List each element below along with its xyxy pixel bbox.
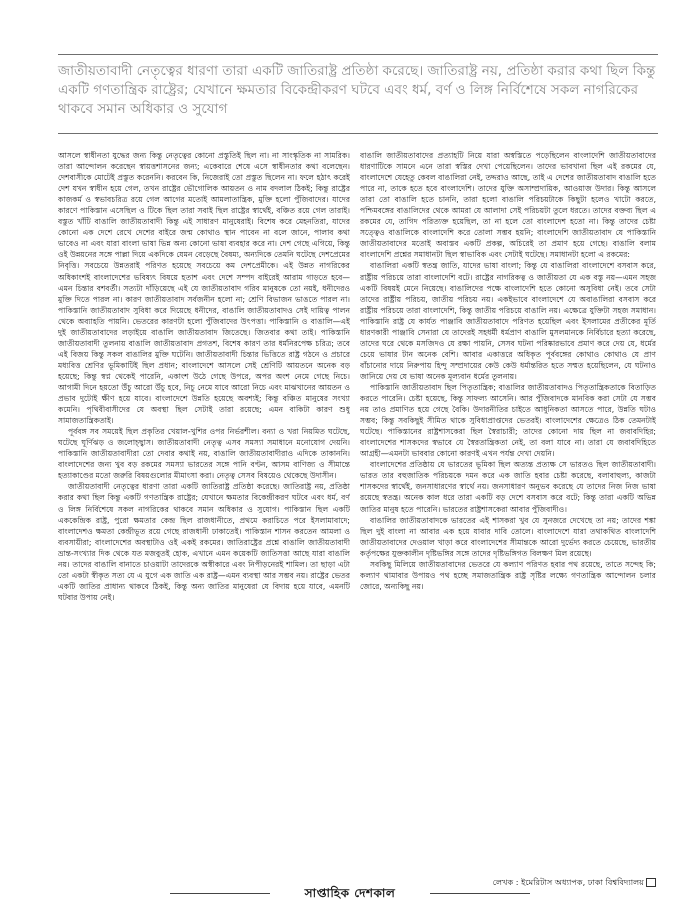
pullquote-top-rule xyxy=(58,54,658,55)
paragraph: বাংলাদেশের প্রতিষ্ঠায় যে ভারতের ভূমিকা ছিল অত্যন্ত প্রত্যক্ষ সে ভারতও ছিল জাতীয়তাবাদী। ভারত তার বহুজাতিক পরিচয়কে দমন করে এক জাতি হবার চেষ্টা করেছে, বলাবাহুল্য, কাজটা শাসকদের স্বার্থেই, জনসাধারণের স্বার্থে নয়। জনসাধারণ অনুভব করেছে যে তাদের নিজ নিজ ভাষা রয়েছে স্বতন্ত্র। অনেক কাল ধরে তারা একটি বড় দেশে বসবাস করে বটে; কিন্তু তারা একটি অভিন্ন জাতির মানুষ হতে পারেনি। ভারতের রাষ্ট্রশাসকেরা আবার পুঁজিবাদীও। xyxy=(360,460,656,514)
paragraph: জাতীয়তাবাদী নেতৃত্বের ধারণা তারা একটি জাতিরাষ্ট্র প্রতিষ্ঠা করেছে। জাতিরাষ্ট্র নয়, প্রতিষ্ঠা করার কথা ছিল কিন্তু একটি গণতান্ত্রিক রাষ্ট্রের; যেখানে ক্ষমতার বিকেন্দ্রীকরণ ঘটবে এবং ধর্ম, বর্ণ ও লিঙ্গ নির্বিশেষে সকল নাগরিকের থাকবে সমান অধিকার ও সুযোগ। পাকিস্তান ছিল একটি এককেন্দ্রিক রাষ্ট্র, পুরো ক্ষমতার কেন্দ্র ছিল রাজধানীতে, প্রথমে করাচিতে পরে ইসলামাবাদে; বাংলাদেশও ক্ষমতা কেন্দ্রীভূত রয়ে গেছে রাজধানী ঢাকাতেই। পাকিস্তান শাসন করতেন আমলা ও ব্যবসায়ীরা; বাংলাদেশের অবস্থাটাও ওই একই রকমের। জাতিরাষ্ট্রের প্রশ্নে বাঙালি জাতীয়তাবাদী ভ্রান্ত-সংখ্যার দিক থেকে যত মজবুতই হোক, এখানে এমন কয়েকটি জাতিসত্তা আছে যারা বাঙালি নয়। তাদের বাঙালি বানাতে চাওয়াটা তাদেরকে অস্বীকারে এবং নিপীড়নেরই শামিল। তা ছাড়া এটা তো একটা স্বীকৃত সত্য যে এ যুগে এক জাতি এক রাষ্ট্র—এমন ব্যবস্থা আর সম্ভব নয়। রাষ্ট্রের ভেতর একটি জাতির প্রাধান্য থাকবে ঠিকই, কিন্তু অন্য জাতির মানুষেরা যে বিদায় হয়ে যাবে, এমনটি ঘটবার উপায় নেই। xyxy=(58,482,350,602)
byline-text: লেখক : ইমেরিটাস অধ্যাপক, ঢাকা বিশ্ববিদ্যালয় xyxy=(492,877,644,887)
paragraph: পূর্ববঙ্গ সব সময়েই ছিল প্রকৃতির খেয়াল-খুশির ওপর নির্ভরশীল। বন্যা ও খরা নিয়মিত ঘটেছে, ঘটেছে ঘূর্ণিঝড় ও জলোচ্ছ্বাস। জাতীয়তাবাদী নেতৃত্ব এসব সমস্যা সমাধানে মনোযোগ দেয়নি। পাকিস্তানি জাতীয়তাবাদীরা তো দেবার কথাই নয়, বাঙালি জাতীয়তাবাদীরাও এদিকে তাকাননি। বাংলাদেশের জন্য খুব বড় রকমের সমস্যা ভারতের সঙ্গে পানি বণ্টন, আসম বাণিজ্য ও সীমান্তে হত্যাকাণ্ডের মতো জরুরি বিষয়গুলোর মীমাংসা করা। নেতৃত্ব সেসব বিষয়েও থেকেছে উদাসীন। xyxy=(58,427,350,481)
paragraph: বাঙালির জাতীয়তাবাদকে ভারতের এই শাসকরা খুব যে সুনজরে দেখেছে তা নয়; তাদের শঙ্কা ছিল দুই বাংলা না আবার এক হয়ে যাবার দাবি তোলে। বাংলাদেশে যারা তথাকথিত বাংলাদেশি জাতীয়তাবাদের দেওয়াল খাড়া করে বাংলাদেশের সীমান্তকে আরো দুর্ভেদ্য করতে চেয়েছে, ভারতীয় কর্তৃপক্ষের যুক্তকালীন দৃষ্টিভঙ্গির সঙ্গে তাদের দৃষ্টিভঙ্গিগত বিলক্ষণ মিল রয়েছে। xyxy=(360,515,656,558)
right-column xyxy=(360,150,656,875)
paragraph: আসলে স্বাধীনতা যুদ্ধের জন্য কিন্তু নেতৃত্বের কোনো প্রস্তুতিই ছিল না। না সাংস্কৃতিক না সামরিক। তারা আন্দোলন করেছেন স্বায়ত্তশাসনের জন্য; একেবারে শেষে এসে স্বাধীনতার কথা বলেছেন। দেশবাসীকে মোটেই প্রস্তুত করেননি। করবেন কি, নিজেরাই তো প্রস্তুত ছিলেন না। ফলে হঠাৎ করেই দেশ যখন স্বাধীন হয়ে গেল, তখন রাষ্ট্রের ভৌগোলিক আয়তন ও নাম বদলাল ঠিকই; কিন্তু রাষ্ট্রের কাজকর্ম ও স্বভাবচরিত্র রয়ে গেল আগের মতোই আমলাতান্ত্রিক, মুক্তি হলো পুঁজিবাদের। যাদের কারণে পাকিস্তান এসেছিল ও টিকে ছিল তারা সবাই ছিল রাষ্ট্রের স্বার্থেই, বঞ্চিত রয়ে গেল তারাই। বস্তুত খাঁটি বাঙালি জাতীয়তাবাদী কিন্তু এই সাধারণ মানুষেরাই। বিশেষ করে মেহনতিরা, যাদের কোনো এক দেশে রেখে দেশের বাইরে জন্ম কোথাও স্থান পাবেন না বলে জানে, পালাব কথা ভাবেও না এবং যারা বাংলা ভাষা ভিন্ন অন্য কোনো ভাষা ব্যবহার করে না। দেশ গেছে এগিয়ে, কিন্তু ওই উন্নয়নের সঙ্গে পাল্লা দিয়ে একদিকে যেমন বেড়েছে বৈষম্য, অন্যদিকে তেমনি ঘটেছে দেশপ্রেমের নিবৃত্তি। সবচেয়ে উন্নতরাই পরিণত হয়েছে সবচেয়ে কম দেশপ্রেমীকে। এই উন্নত নাগরিকের অধিকাংশই বাংলাদেশের ভবিষ্যৎ বিষয়ে হতাশ এবং দেশে সম্পদ বাইরেই আরাম গাড়তে হবে—এমন চিন্তার বশবর্তী। সত্যটা দাঁড়িয়েছে এই যে জাতীয়তাবাদ গরিব মানুষকে তো নয়ই, ধনীদেরও মুক্তি দিতে পারল না। কারণ জাতীয়তাবাদ সর্বজনীন হলো না; শ্রেণি বিভাজন ভাঙতে পারল না। পাকিস্তানি জাতীয়তাবাদ সুবিধা করে দিয়েছে ধনীদের, বাঙালি জাতীয়তাবাদও সেই দায়িত্ব পালন থেকে অব্যাহতি পায়নি। ভেতরের কারণটা হলো পুঁজিবাদের উৎপত্তা। পাকিস্তানি ও বাঙালি—এই দুই জাতীয়তাবাদের লড়াইয়ে বাঙালি জাতীয়তাবাদ জিতেছে। জিতবার কথা তাই। পাকিস্তানি জাতীয়তাবাদী তুলনায় বাঙালি জাতীয়তাবাদ প্রগতশ, বিশেষ কারণ তার ধর্মনিরপেক্ষ চরিত্র; তবে এই বিজয় কিন্তু সকল বাঙালির মুক্তি ঘটেনি। জাতীয়তাবাদী চিন্তার ভিত্তিতে রাষ্ট্র গঠনে ও প্রচারে মধ্যবিত্ত শ্রেণির ভূমিকাটিই ছিল প্রধান; বাংলাদেশে আসলে সেই শ্রেণিটি আয়তনে অনেক বড় হয়েছে; কিন্তু স্বপ্ন থেকেই পারেনি, একাংশ উঠে গেছে উপরে, অপর অংশ নেমে গেছে নিচে। আগামী দিনে হয়তো উঁচু আরো উঁচু হবে, নিচু নেমে যাবে আরো নিচে এবং মাঝখানের আয়তন ও প্রভাব দুটোই ক্ষীণ হয়ে যাবে। বাংলাদেশে উন্নতি হয়েছে অবশ্যই; কিন্তু বঞ্চিত মানুষের সংখ্যা কমেনি। পৃথিবীবাসীদের যে অবস্থা ছিল সেটাই তারা রয়েছে; এমন বাকিটা কারণ শুধু সামাজতান্ত্রিকতাই। xyxy=(58,151,350,426)
pullquote-bottom-rule xyxy=(58,133,658,134)
footer-right-rule xyxy=(430,893,530,894)
paragraph: পাকিস্তানি জাতীয়তাবাদ ছিল পিতৃতান্ত্রিক; বাঙালির জাতীয়তাবাদও পিতৃতান্ত্রিকতাকে বিতাড়িত করতে পারেনি। চেষ্টা হয়েছে, কিন্তু সাফল্য আসেনি। আর পুঁজিবাদকে মানবিক করা সেটা যে সম্ভব নয় তাও প্রমাণিত হয়ে গেছে বৈকি। উদারনীতির চাইতে আধুনিকতা আসতে পারে, উন্নতি ঘটাও সম্ভব; কিন্তু সবকিছুই সীমিত থাকে সুবিধাপ্রাপ্তদের ভেতরই। বাংলাদেশের ক্ষেত্রেও ঠিক তেমনটাই ঘটেছে। পাকিস্তানের রাষ্ট্রশাসকেরা ছিল স্বৈরাচারী; তাদের কোনো দায় ছিল না জবাবদিহির; বাংলাদেশের শাসকদের স্বভাবে যে স্বৈরতান্ত্রিকতা নেই, তা বলা যাবে না। তারা যে জবাবদিহিতে আগ্রহী—এমনটা ভাববার কোনো কারণই এখন পর্যন্ত দেখা দেয়নি। xyxy=(360,382,656,459)
publication-name: সাপ্তাহিক দেশকাল xyxy=(304,886,396,900)
paragraph: বাঙালিরা একটি স্বতন্ত্র জাতি, যাদের ভাষা বাংলা; কিন্তু যে বাঙালিরা বাংলাদেশে বসবাস করে, রাষ্ট্রীয় পরিচয়ে তারা বাংলাদেশি বটে। রাষ্ট্রের নাগরিকত্ব ও জাতীয়তা যে এক বস্তু নয়—এমন সহজ একটি বিষয়ই মেনে নিয়েছে। বাঙালিদের পক্ষে বাংলাদেশি হতে কোনো অসুবিধা নেই। তবে সেটা তাদের রাষ্ট্রীয় পরিচয়, জাতীয় পরিচয় নয়। একইভাবে বাংলাদেশে যে অবাঙালিরা বসবাস করে রাষ্ট্রীয় পরিচয়ে তারা বাংলাদেশি, কিন্তু জাতীয় পরিচয়ে বাঙালি নয়। এক্ষেত্রে যুক্তিটা সহজ সমাধান। পাকিস্তানি রাষ্ট্র যে কাৰ্যত পাঞ্জাবি জাতীয়তাবাদে পরিণত হয়েছিল এবং ইসলামের প্রতীকের মূর্তি ধারণকারী পাঞ্জাবি সেনারা যে তাদেরই সহধর্মী ধর্মপ্রাণ বাঙালি মুসলমানকে নির্বিচারে হত্যা করেছে, তাদের ঘরে থেকে মসজিদও যে রক্ষা পায়নি, সেসব ঘটনা পরিষ্কারভাবে প্রমাণ করে দেয় যে, ধর্মের চেয়ে ভাষার টান অনেক বেশি। আবার একাত্তরে অধিকৃত পূর্ববঙ্গের কোথাও কোথাও যে প্রাণ বাঁচানোর দায়ে নিরুপায় হিন্দু সম্প্রদায়ের কেউ কেউ ধর্মান্তরিত হতে সম্মত হয়েছিলেন, যে ঘটনাও জানিয়ে দেয় যে ভাষা অনেক মূল্যবান ধর্মের তুলনায়। xyxy=(360,261,656,381)
pullquote: জাতীয়তাবাদী নেতৃত্বের ধারণা তারা একটি জাতিরাষ্ট্র প্রতিষ্ঠা করেছে। জাতিরাষ্ট্র নয়, প্রতিষ্ঠা করার কথা ছিল কিন্তু একটি গণতান্ত্রিক রাষ্ট্রের; যেখানে ক্ষমতার বিকেন্দ্রীকরণ ঘটবে এবং ধর্ম, বর্ণ ও লিঙ্গ নির্বিশেষে সকল নাগরিকের থাকবে সমান অধিকার ও সুযোগ xyxy=(58,63,656,117)
paragraph: বাঙালি জাতীয়তাবাদের প্রত্যাহটি নিয়ে যারা অস্বস্তিতে পড়েছিলেন বাংলাদেশি জাতীয়তাবাদের ধারণাটিকে সামনে এনে তারা স্বস্তির দেখা পেয়েছিলেন। তাদের ভাবখানা ছিল এই রকমের যে, বাংলাদেশে যেহেতু কেবল বাঙালিরা নেই, তদ্দরাও আছে, তাই এ দেশের জাতীয়তাবাদ বাঙালি হতে পারে না, তাকে হতে হবে বাংলাদেশি। তাদের যুক্তি অসাম্প্রদায়িক, আওয়াজ উদার। কিন্তু আসলে তারা তো বাঙালি হতে চাননি, তারা হলো বাঙালি পরিচয়টাকে কিছুটা হলেও খাটো করতে, পশ্চিমবঙ্গের বাঙালিদের থেকে আমরা যে আলাদা সেই পরিচয়টা তুলে ধরতে। তাদের বক্তব্য ছিল এ রকমের যে, তাগিদ পরিত্যক্ত হয়েছিল, তা না হলে তো বাংলাদেশ হতো না। কিন্তু তাদের চেষ্টা সত্ত্বেও বাঙালিকে বাংলাদেশি করে তোলা সম্ভব হয়নি; বাংলাদেশি জাতীয়তাবাদ যে পাকিস্তানি জাতীয়তাবাদের মতোই অবাস্তব একটি প্রকল্প, অচিরেই তা প্রমাণ হয়ে গেছে। বাঙালি বলাম বাংলাদেশি প্রশ্নের সমাধানটা ছিল স্বাভাবিক এবং সেটাই ঘটেছে। সমাধানটা হলো এ রকমের: xyxy=(360,151,656,260)
left-column xyxy=(58,150,350,875)
paragraph: সবকিছু মিলিয়ে জাতীয়তাবাদের ভেতরে যে কল্যাণ পরিণত হবার পথ রয়েছে, তাতে সন্দেহ কি; কল্যাণ থামাবার উপায়ও পথ হচ্ছে সমাজতান্ত্রিক রাষ্ট্র সৃষ্টির লক্ষ্যে গণতান্ত্রিক আন্দোলন চলার জোরে, অন্যকিছু নয়। xyxy=(360,559,656,591)
